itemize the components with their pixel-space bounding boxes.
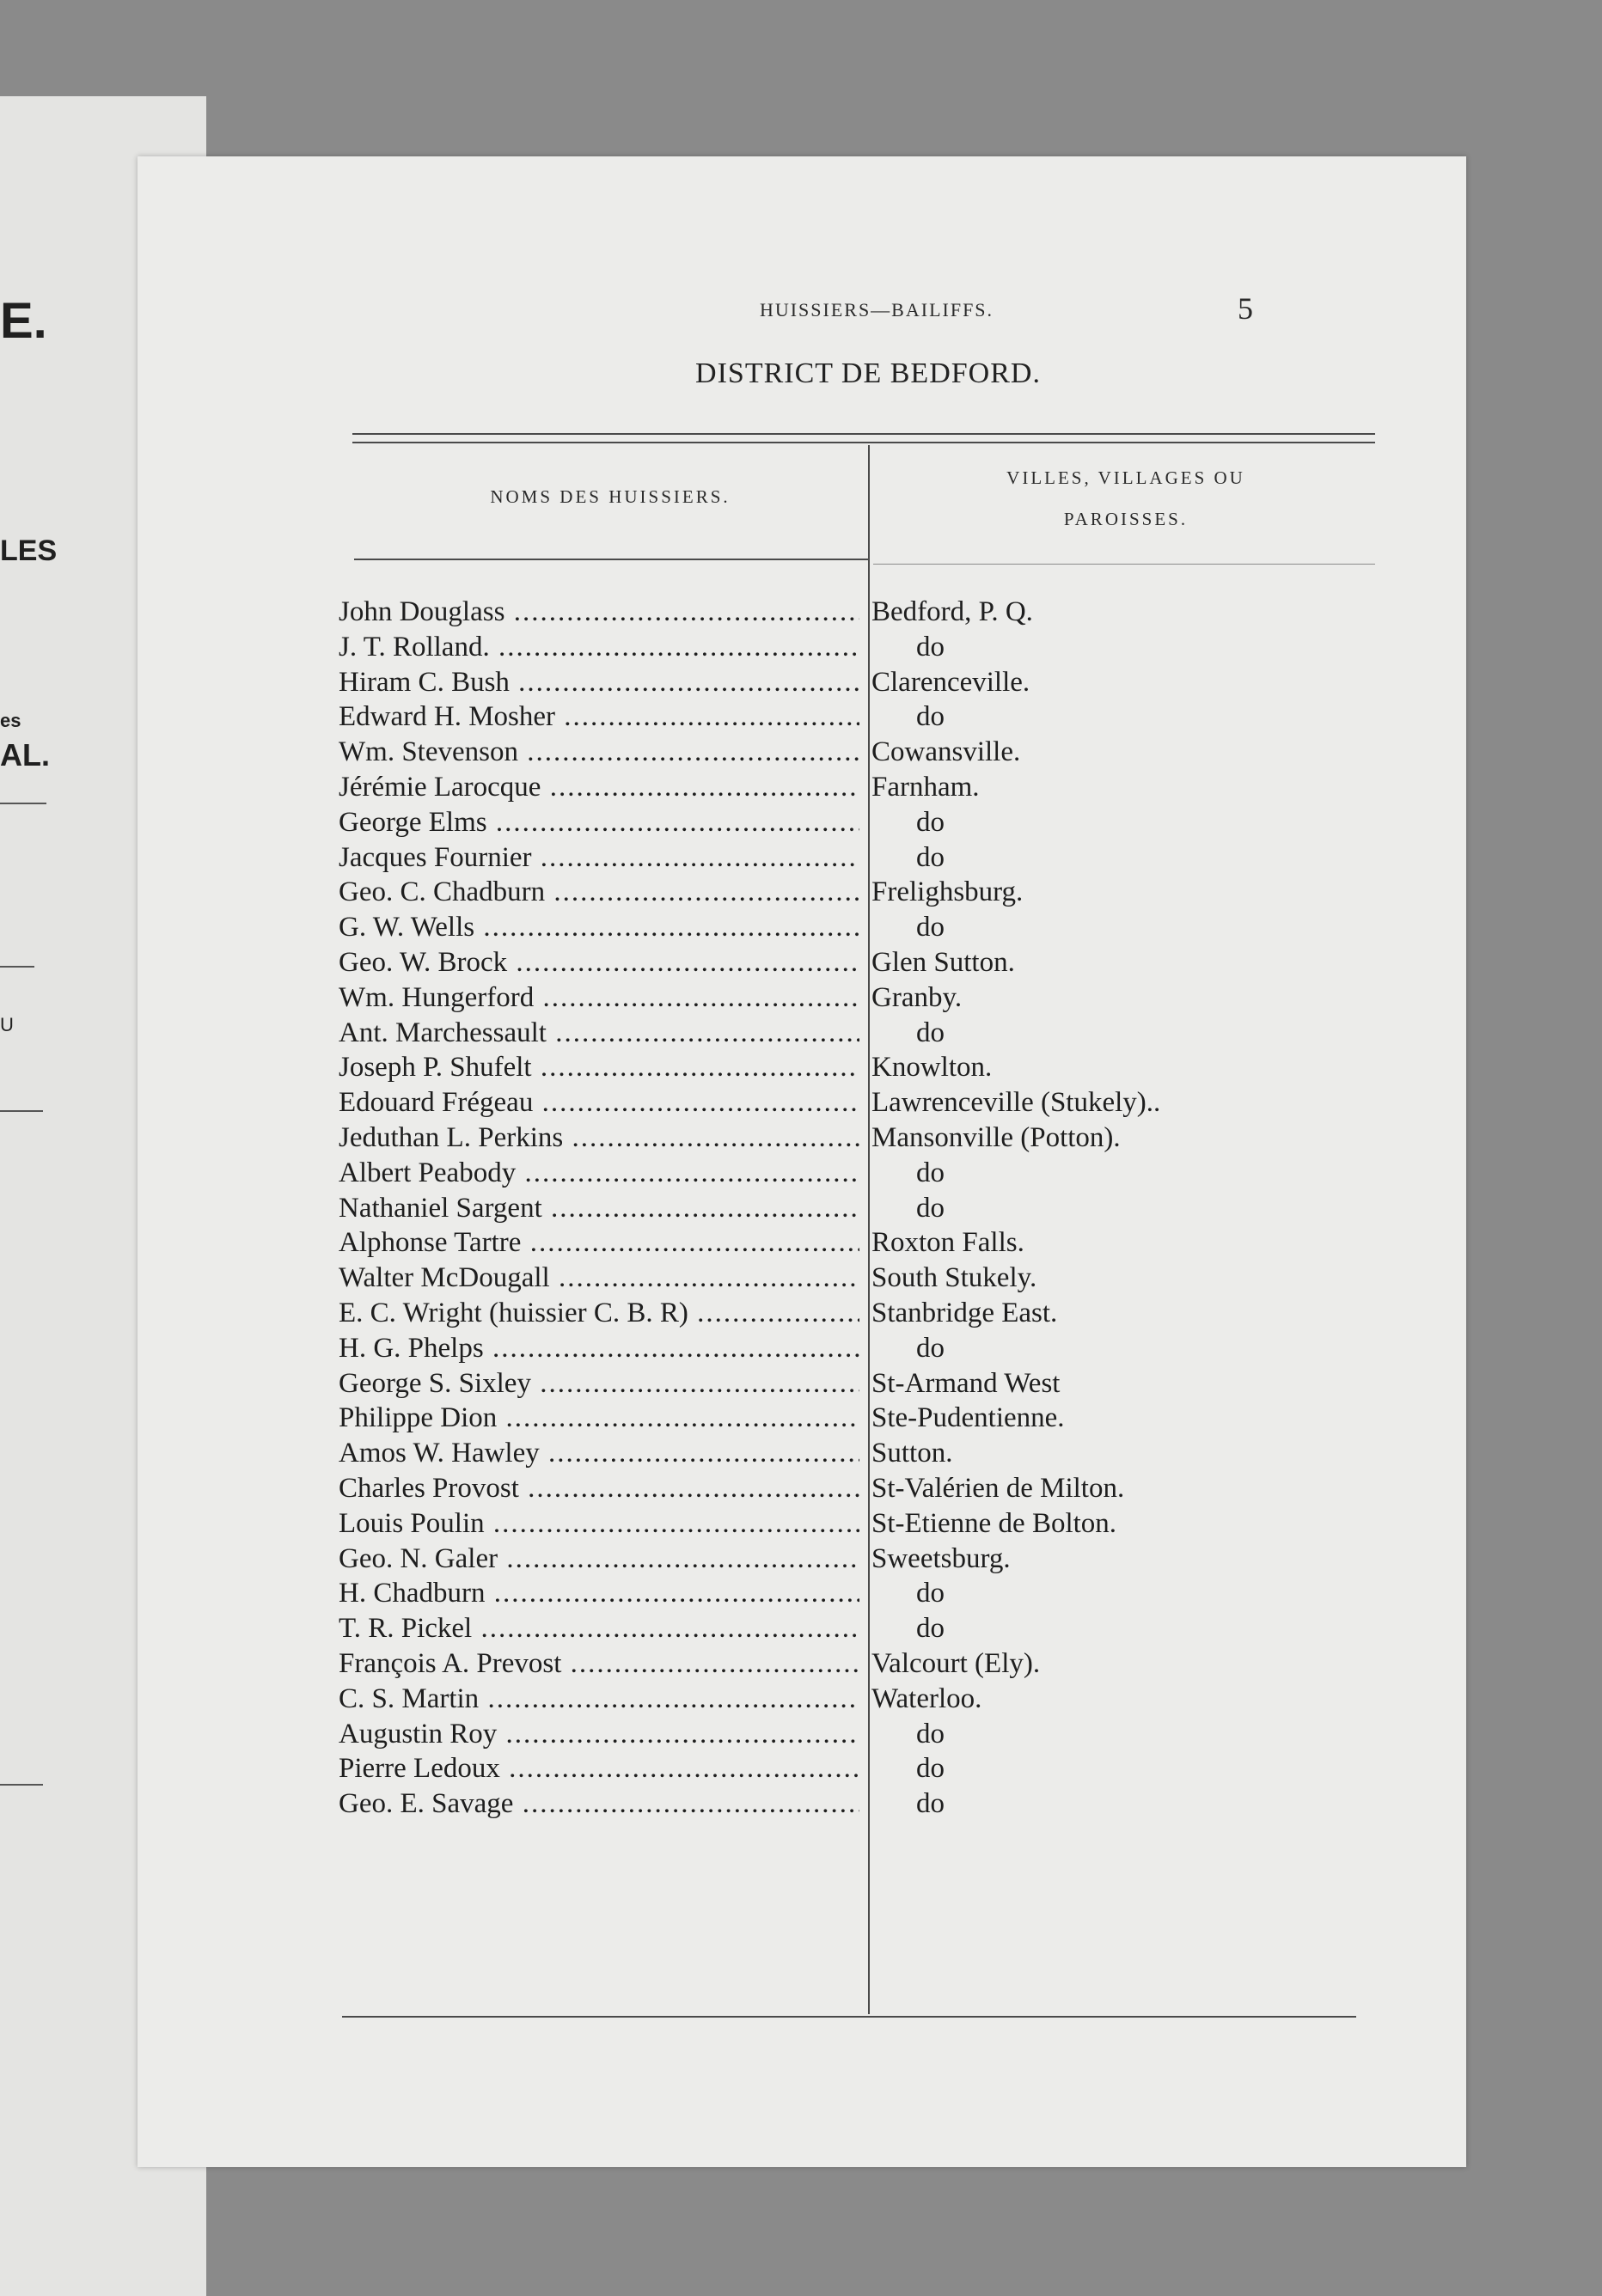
bailiff-place: do <box>916 1332 945 1364</box>
bailiff-name: Louis Poulin ..... <box>339 1506 859 1542</box>
running-title: HUISSIERS—BAILIFFS. <box>759 299 994 321</box>
bailiff-place: do <box>916 631 945 663</box>
table-row <box>339 1506 1404 1542</box>
facing-page-fragment: LES <box>0 534 58 567</box>
table-row <box>339 595 1404 630</box>
page-number: 5 <box>1238 291 1255 326</box>
bailiff-name: Wm. Hungerford ..... <box>339 980 859 1016</box>
bailiff-place: do <box>916 1613 945 1645</box>
bailiff-name: Nathaniel Sargent ..... <box>339 1191 859 1226</box>
bailiff-place: Mansonville (Potton). <box>871 1121 1121 1153</box>
bailiff-place: Glen Sutton. <box>871 946 1015 978</box>
table-row <box>339 1331 1404 1366</box>
bailiff-place: Stanbridge East. <box>871 1297 1058 1328</box>
bailiff-name: Jérémie Larocque ..... <box>339 770 859 805</box>
table-row <box>339 630 1404 665</box>
bailiff-name: Walter McDougall ..... <box>339 1261 859 1296</box>
bailiff-name: Edward H. Mosher ..... <box>339 699 859 735</box>
bailiff-name: Hiram C. Bush ..... <box>339 665 859 700</box>
table-row <box>339 1751 1404 1786</box>
bailiff-name: Wm. Stevenson ..... <box>339 735 859 770</box>
bailiff-name: Geo. C. Chadburn ..... <box>339 875 859 910</box>
facing-page-fragment: U <box>0 1014 14 1035</box>
bailiff-name: Charles Provost ..... <box>339 1471 859 1506</box>
table-row <box>339 1050 1404 1085</box>
bailiff-name: G. W. Wells ..... <box>339 910 859 945</box>
table-row <box>339 1121 1404 1156</box>
bailiff-name: Ant. Marchessault ..... <box>339 1016 859 1051</box>
facing-page-fragment: E. <box>0 293 47 349</box>
bailiff-place: St-Valérien de Milton. <box>871 1472 1125 1504</box>
bailiff-place: do <box>916 1157 945 1188</box>
table-row <box>339 945 1404 980</box>
table-row <box>339 1436 1404 1471</box>
table-row <box>339 1261 1404 1296</box>
bailiff-name: Geo. N. Galer ..... <box>339 1542 859 1577</box>
bailiff-place: do <box>916 1578 945 1609</box>
document-page <box>138 156 1466 2167</box>
col-header-places: VILLES, VILLAGES OU PAROISSES. <box>1006 467 1245 529</box>
bailiff-name: George Elms ..... <box>339 805 859 840</box>
bailiff-place: do <box>916 1017 945 1048</box>
bailiff-place: do <box>916 1788 945 1820</box>
bailiff-name: Jeduthan L. Perkins ..... <box>339 1121 859 1156</box>
bailiff-name: Jacques Fournier ..... <box>339 840 859 876</box>
bailiff-place: Valcourt (Ely). <box>871 1647 1041 1679</box>
table-top-rule <box>352 442 1375 443</box>
table-row <box>339 735 1404 770</box>
bailiff-place: do <box>916 806 945 838</box>
bailiff-place: Cowansville. <box>871 736 1021 768</box>
bailiff-name: T. R. Pickel ..... <box>339 1611 859 1646</box>
facing-page-rule <box>0 966 34 968</box>
table-row <box>339 1296 1404 1331</box>
bailiff-place: Lawrenceville (Stukely).. <box>871 1087 1161 1119</box>
bailiff-name: Alphonse Tartre ..... <box>339 1225 859 1261</box>
bailiff-place: do <box>916 1753 945 1785</box>
bailiff-place: do <box>916 841 945 873</box>
bailiff-place: Bedford, P. Q. <box>871 596 1033 627</box>
bailiff-name: Joseph P. Shufelt ..... <box>339 1050 859 1085</box>
facing-page-fragment: AL. <box>0 737 50 772</box>
table-row <box>339 1366 1404 1401</box>
bailiff-name: H. Chadburn ..... <box>339 1576 859 1611</box>
bailiff-name: John Douglass ..... <box>339 595 859 630</box>
table-row <box>339 1191 1404 1226</box>
bailiff-place: Knowlton. <box>871 1052 993 1084</box>
table-row <box>339 1542 1404 1577</box>
bailiff-name: François A. Prevost ..... <box>339 1646 859 1682</box>
bailiff-place: do <box>916 1718 945 1749</box>
table-row <box>339 805 1404 840</box>
bailiff-place: Ste-Pudentienne. <box>871 1402 1065 1434</box>
facing-page-rule <box>0 1110 43 1112</box>
bailiff-name: Philippe Dion ..... <box>339 1401 859 1436</box>
bailiff-place: Granby. <box>871 981 963 1013</box>
bailiff-name: E. C. Wright (huissier C. B. R) ..... <box>339 1296 859 1331</box>
bailiff-name: H. G. Phelps ..... <box>339 1331 859 1366</box>
table-row <box>339 910 1404 945</box>
bailiff-place: Roxton Falls. <box>871 1227 1024 1259</box>
table-row <box>339 840 1404 876</box>
facing-page-fragment: es <box>0 710 21 731</box>
bailiff-place: do <box>916 1192 945 1224</box>
table-row <box>339 1717 1404 1752</box>
table-row <box>339 1016 1404 1051</box>
bailiff-name: C. S. Martin ..... <box>339 1682 859 1717</box>
table-row <box>339 1611 1404 1646</box>
table-row <box>339 1085 1404 1121</box>
bailiff-place: Waterloo. <box>871 1682 982 1714</box>
bailiff-name: Amos W. Hawley ..... <box>339 1436 859 1471</box>
bailiff-place: Farnham. <box>871 771 980 803</box>
table-row <box>339 980 1404 1016</box>
bailiff-name: Pierre Ledoux ..... <box>339 1751 859 1786</box>
table-row <box>339 1576 1404 1611</box>
bailiff-place: South Stukely. <box>871 1262 1037 1294</box>
table-row <box>339 1401 1404 1436</box>
bailiff-name: George S. Sixley ..... <box>339 1366 859 1401</box>
table-row <box>339 665 1404 700</box>
table-row <box>339 770 1404 805</box>
bailiff-place: Sweetsburg. <box>871 1542 1011 1574</box>
bailiff-place: Sutton. <box>871 1438 953 1469</box>
bailiff-place: do <box>916 912 945 943</box>
bailiff-place: Frelighsburg. <box>871 876 1024 908</box>
table-row <box>339 1646 1404 1682</box>
table-row <box>339 1471 1404 1506</box>
bailiff-name: J. T. Rolland. ..... <box>339 630 859 665</box>
facing-page-rule <box>0 803 46 804</box>
bailiff-place: St-Etienne de Bolton. <box>871 1507 1117 1539</box>
bailiff-list <box>339 595 1404 1822</box>
bailiff-place: Clarenceville. <box>871 666 1030 698</box>
facing-page-rule <box>0 1784 43 1786</box>
table-row <box>339 1225 1404 1261</box>
col-header-names: NOMS DES HUISSIERS. <box>490 486 731 507</box>
bailiff-place: do <box>916 701 945 733</box>
bailiff-name: Geo. W. Brock ..... <box>339 945 859 980</box>
district-title: DISTRICT DE BEDFORD. <box>695 357 1041 389</box>
table-row <box>339 1156 1404 1191</box>
bailiff-name: Edouard Frégeau ..... <box>339 1085 859 1121</box>
header-underline <box>354 559 868 560</box>
table-row <box>339 1786 1404 1822</box>
bailiff-name: Geo. E. Savage ..... <box>339 1786 859 1822</box>
table-top-rule <box>352 433 1375 435</box>
table-row <box>339 1682 1404 1717</box>
bailiff-place: St-Armand West <box>871 1367 1061 1399</box>
header-underline <box>873 564 1375 565</box>
table-bottom-rule <box>342 2016 1356 2018</box>
table-row <box>339 699 1404 735</box>
bailiff-name: Augustin Roy ..... <box>339 1717 859 1752</box>
table-row <box>339 875 1404 910</box>
bailiff-name: Albert Peabody ..... <box>339 1156 859 1191</box>
